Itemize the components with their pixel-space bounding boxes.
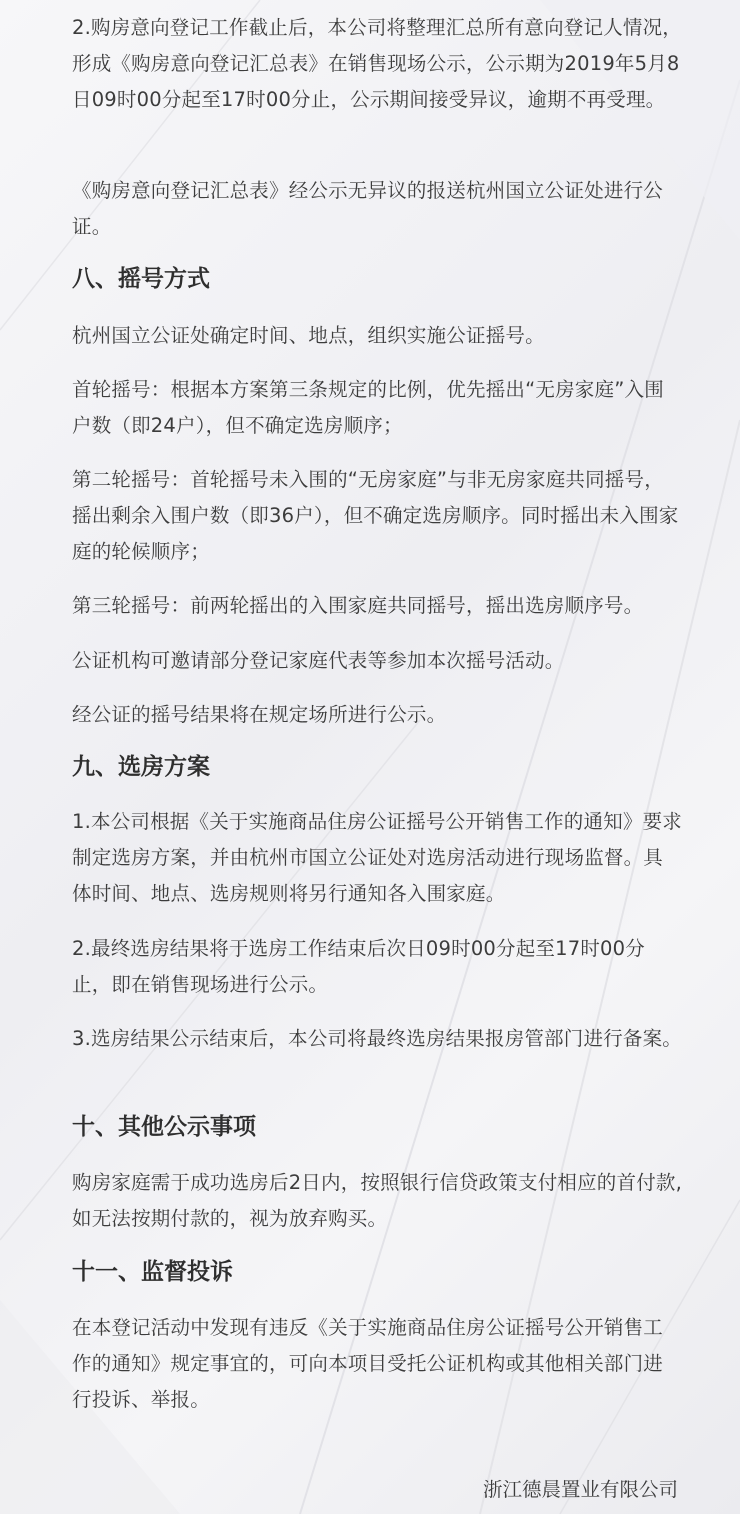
paragraph-text: 购房家庭需于成功选房后2日内，按照银行信贷政策支付相应的首付款,如无法按期付款的，视为放弃购买。 [72, 1171, 683, 1230]
section-heading: 九、选房方案 [72, 754, 210, 780]
paragraph-text: 3.选房结果公示结束后，本公司将最终选房结果报房管部门进行备案。 [72, 1027, 683, 1050]
section-heading: 十一、监督投诉 [72, 1259, 233, 1285]
section-heading: 十、其他公示事项 [72, 1114, 256, 1140]
paragraph-text: 第二轮摇号：首轮摇号未入围的“无房家庭”与非无房家庭共同摇号，摇出剩余入围户数（即36户），但不确定选房顺序。同时摇出未入围家庭的轮候顺序； [72, 468, 679, 563]
paragraph-selection-2 [72, 931, 682, 1003]
paragraph-lottery-organization [72, 318, 682, 354]
section-heading: 八、摇号方式 [72, 266, 210, 292]
company-signature: 浙江德晨置业有限公司 [482, 1478, 678, 1501]
paragraph-text: 杭州国立公证处确定时间、地点，组织实施公证摇号。 [72, 324, 545, 347]
paragraph-round-1 [72, 372, 682, 444]
paragraph-round-3 [72, 588, 682, 624]
paragraph-text: 经公证的摇号结果将在规定场所进行公示。 [72, 703, 447, 726]
paragraph-supervision [72, 1310, 682, 1418]
paragraph-text: 1.本公司根据《关于实施商品住房公证摇号公开销售工作的通知》要求制定选房方案，并由杭州市国立公证处对选房活动进行现场监督。具体时间、地点、选房规则将另行通知各入围家庭。 [72, 810, 683, 905]
section-heading-other [72, 1111, 682, 1143]
paragraph-selection-3 [72, 1021, 682, 1057]
paragraph-selection-1 [72, 804, 682, 912]
section-heading-supervision [72, 1256, 682, 1288]
paragraph-notarization [72, 173, 682, 245]
paragraph-text: 公证机构可邀请部分登记家庭代表等参加本次摇号活动。 [72, 649, 565, 672]
paragraph-registration-summary [72, 10, 682, 118]
section-heading-selection [72, 751, 682, 783]
section-heading-lottery [72, 263, 682, 295]
paragraph-invite [72, 643, 682, 679]
paragraph-text: 在本登记活动中发现有违反《关于实施商品住房公证摇号公开销售工作的通知》规定事宜的，可向本项目受托公证机构或其他相关部门进行投诉、举报。 [72, 1316, 664, 1411]
paragraph-other [72, 1165, 682, 1237]
paragraph-result-publish [72, 697, 682, 733]
paragraph-text: 2.购房意向登记工作截止后，本公司将整理汇总所有意向登记人情况，形成《购房意向登记汇总表》在销售现场公示，公示期为2019年5月8日09时00分起至17时00分止，公示期间接受异议，逾期不再受理。 [72, 16, 683, 111]
paragraph-text: 首轮摇号：根据本方案第三条规定的比例，优先摇出“无房家庭”入围户数（即24户），但不确定选房顺序； [72, 378, 664, 437]
paragraph-text: 第三轮摇号：前两轮摇出的入围家庭共同摇号，摇出选房顺序号。 [72, 594, 644, 617]
paragraph-text: 《购房意向登记汇总表》经公示无异议的报送杭州国立公证处进行公证。 [72, 179, 664, 238]
paragraph-round-2 [72, 462, 682, 570]
paragraph-text: 2.最终选房结果将于选房工作结束后次日09时00分起至17时00分止，即在销售现场进行公示。 [72, 937, 645, 996]
